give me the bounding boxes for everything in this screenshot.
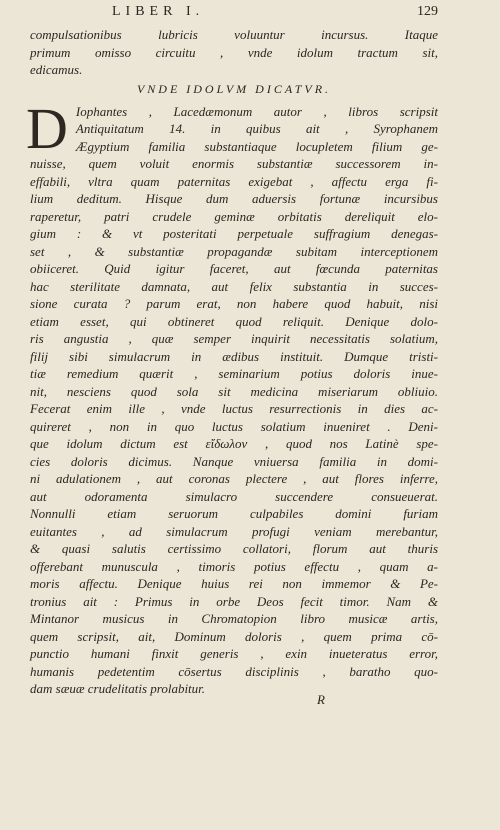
page-header bbox=[30, 4, 438, 26]
text-line: dam sæuæ crudelitatis prolabitur. bbox=[30, 681, 206, 696]
text-line: Fecerat enim ille , vnde luctus resurrectionis in dies ac- bbox=[30, 401, 438, 416]
carry-over-text bbox=[30, 26, 438, 79]
text-line: set , & substantiæ propagandæ subitam interceptionem bbox=[30, 243, 438, 259]
text-line: tronius ait : Primus in orbe Deos fecit timor. Nam & bbox=[30, 593, 438, 609]
text-line: nuisse, quem voluit enormis substantiæ successorem in- bbox=[30, 156, 438, 171]
text-line: Ægyptium familia substantiaque locupletem filium ge- bbox=[75, 138, 438, 154]
text-line: nit, nesciens quod sola sit medicina miseriarum obliuio. bbox=[30, 383, 438, 399]
text-line: quireret , non in quo luctus solatium inueniret . Deni- bbox=[30, 418, 438, 434]
text-line: euitantes , ad simulacrum profugi veniam merebantur, bbox=[30, 523, 438, 539]
text-line: etiam esset, qui obtineret quod reliquit. Denique dolo- bbox=[30, 313, 438, 329]
text-line: lium deditum. Hisque dum aduersis fortunæ incursibus bbox=[30, 191, 438, 206]
text-line: & quasi salutis certissimo collatori, florum aut thuris bbox=[30, 541, 438, 556]
paragraph-lines bbox=[30, 138, 438, 698]
section-heading: VNDE IDOLVM DICATVR. bbox=[136, 81, 332, 96]
text-line: punctio humani finxit generis , exin inueteratus error, bbox=[30, 646, 438, 661]
text-line: Iophantes , Lacedæmonum autor , libros scripsit bbox=[75, 103, 438, 119]
text-line: aut odoramenta simulacro succendere consueuerat. bbox=[30, 488, 438, 504]
text-line: effabili, vltra quam paternitas exigebat , affectu erga fi- bbox=[30, 173, 438, 189]
text-line: edicamus. bbox=[30, 62, 83, 77]
text-line: ni adulationem , aut coronas plectere , aut flores inferre, bbox=[30, 471, 438, 486]
text-line: hac sterilitate damnata, aut felix substantia in succes- bbox=[30, 278, 438, 294]
page-number: 129 bbox=[417, 4, 438, 19]
text-line: gium : & vt posteritati perpetuale suffragium denegas- bbox=[30, 226, 438, 241]
text-line: Nonnulli etiam seruorum culpabiles domini furiam bbox=[30, 506, 438, 521]
drop-cap: D bbox=[26, 95, 68, 161]
text-line: compulsationibus lubricis voluuntur incursus. Itaque bbox=[30, 27, 438, 42]
text-line: raperetur, patri crudele geminæ orbitatis dereliquit elo- bbox=[30, 208, 438, 224]
text-line: sione curata ? parum erat, non habere quod habuit, nisi bbox=[30, 296, 438, 311]
text-line: tiæ remedium quærit , seminarium potius doloris inue- bbox=[30, 366, 438, 381]
text-line: Mintanor musicus in Chromatopion libro musicæ artis, bbox=[30, 611, 438, 626]
text-line: obiiceret. Quid igitur faceret, aut fœcunda paternitas bbox=[30, 261, 438, 276]
text-line: humanis pedetentim cōsertus disciplinis , baratho quo- bbox=[30, 663, 438, 679]
text-line: primum omisso circuitu , vnde idolum tractum sit, bbox=[30, 44, 438, 60]
text-line: Antiquitatum 14. in quibus ait , Syrophanem bbox=[75, 121, 438, 136]
text-line: quem scripsit, ait, Dominum doloris , quem prima cō- bbox=[30, 628, 438, 644]
running-head: LIBER I. bbox=[112, 4, 205, 19]
text-line: moris affectu. Denique huius rei non immemor & Pe- bbox=[30, 576, 438, 591]
text-line: offerebant munuscula , timoris potius effectu , quam a- bbox=[30, 558, 438, 574]
text-line: cies doloris dicimus. Nanque vniuersa familia in domi- bbox=[30, 453, 438, 469]
signature-mark: R bbox=[317, 692, 325, 707]
text-line: filij sibi simulacrum in ædibus instituit. Dumque tristi- bbox=[30, 348, 438, 364]
text-line: que idolum dictum est εἴδωλον , quod nos Latinè spe- bbox=[30, 436, 438, 451]
text-line: ris angustia , quæ semper inquirit necessitatis solatium, bbox=[30, 331, 438, 346]
body-paragraph bbox=[26, 95, 438, 698]
